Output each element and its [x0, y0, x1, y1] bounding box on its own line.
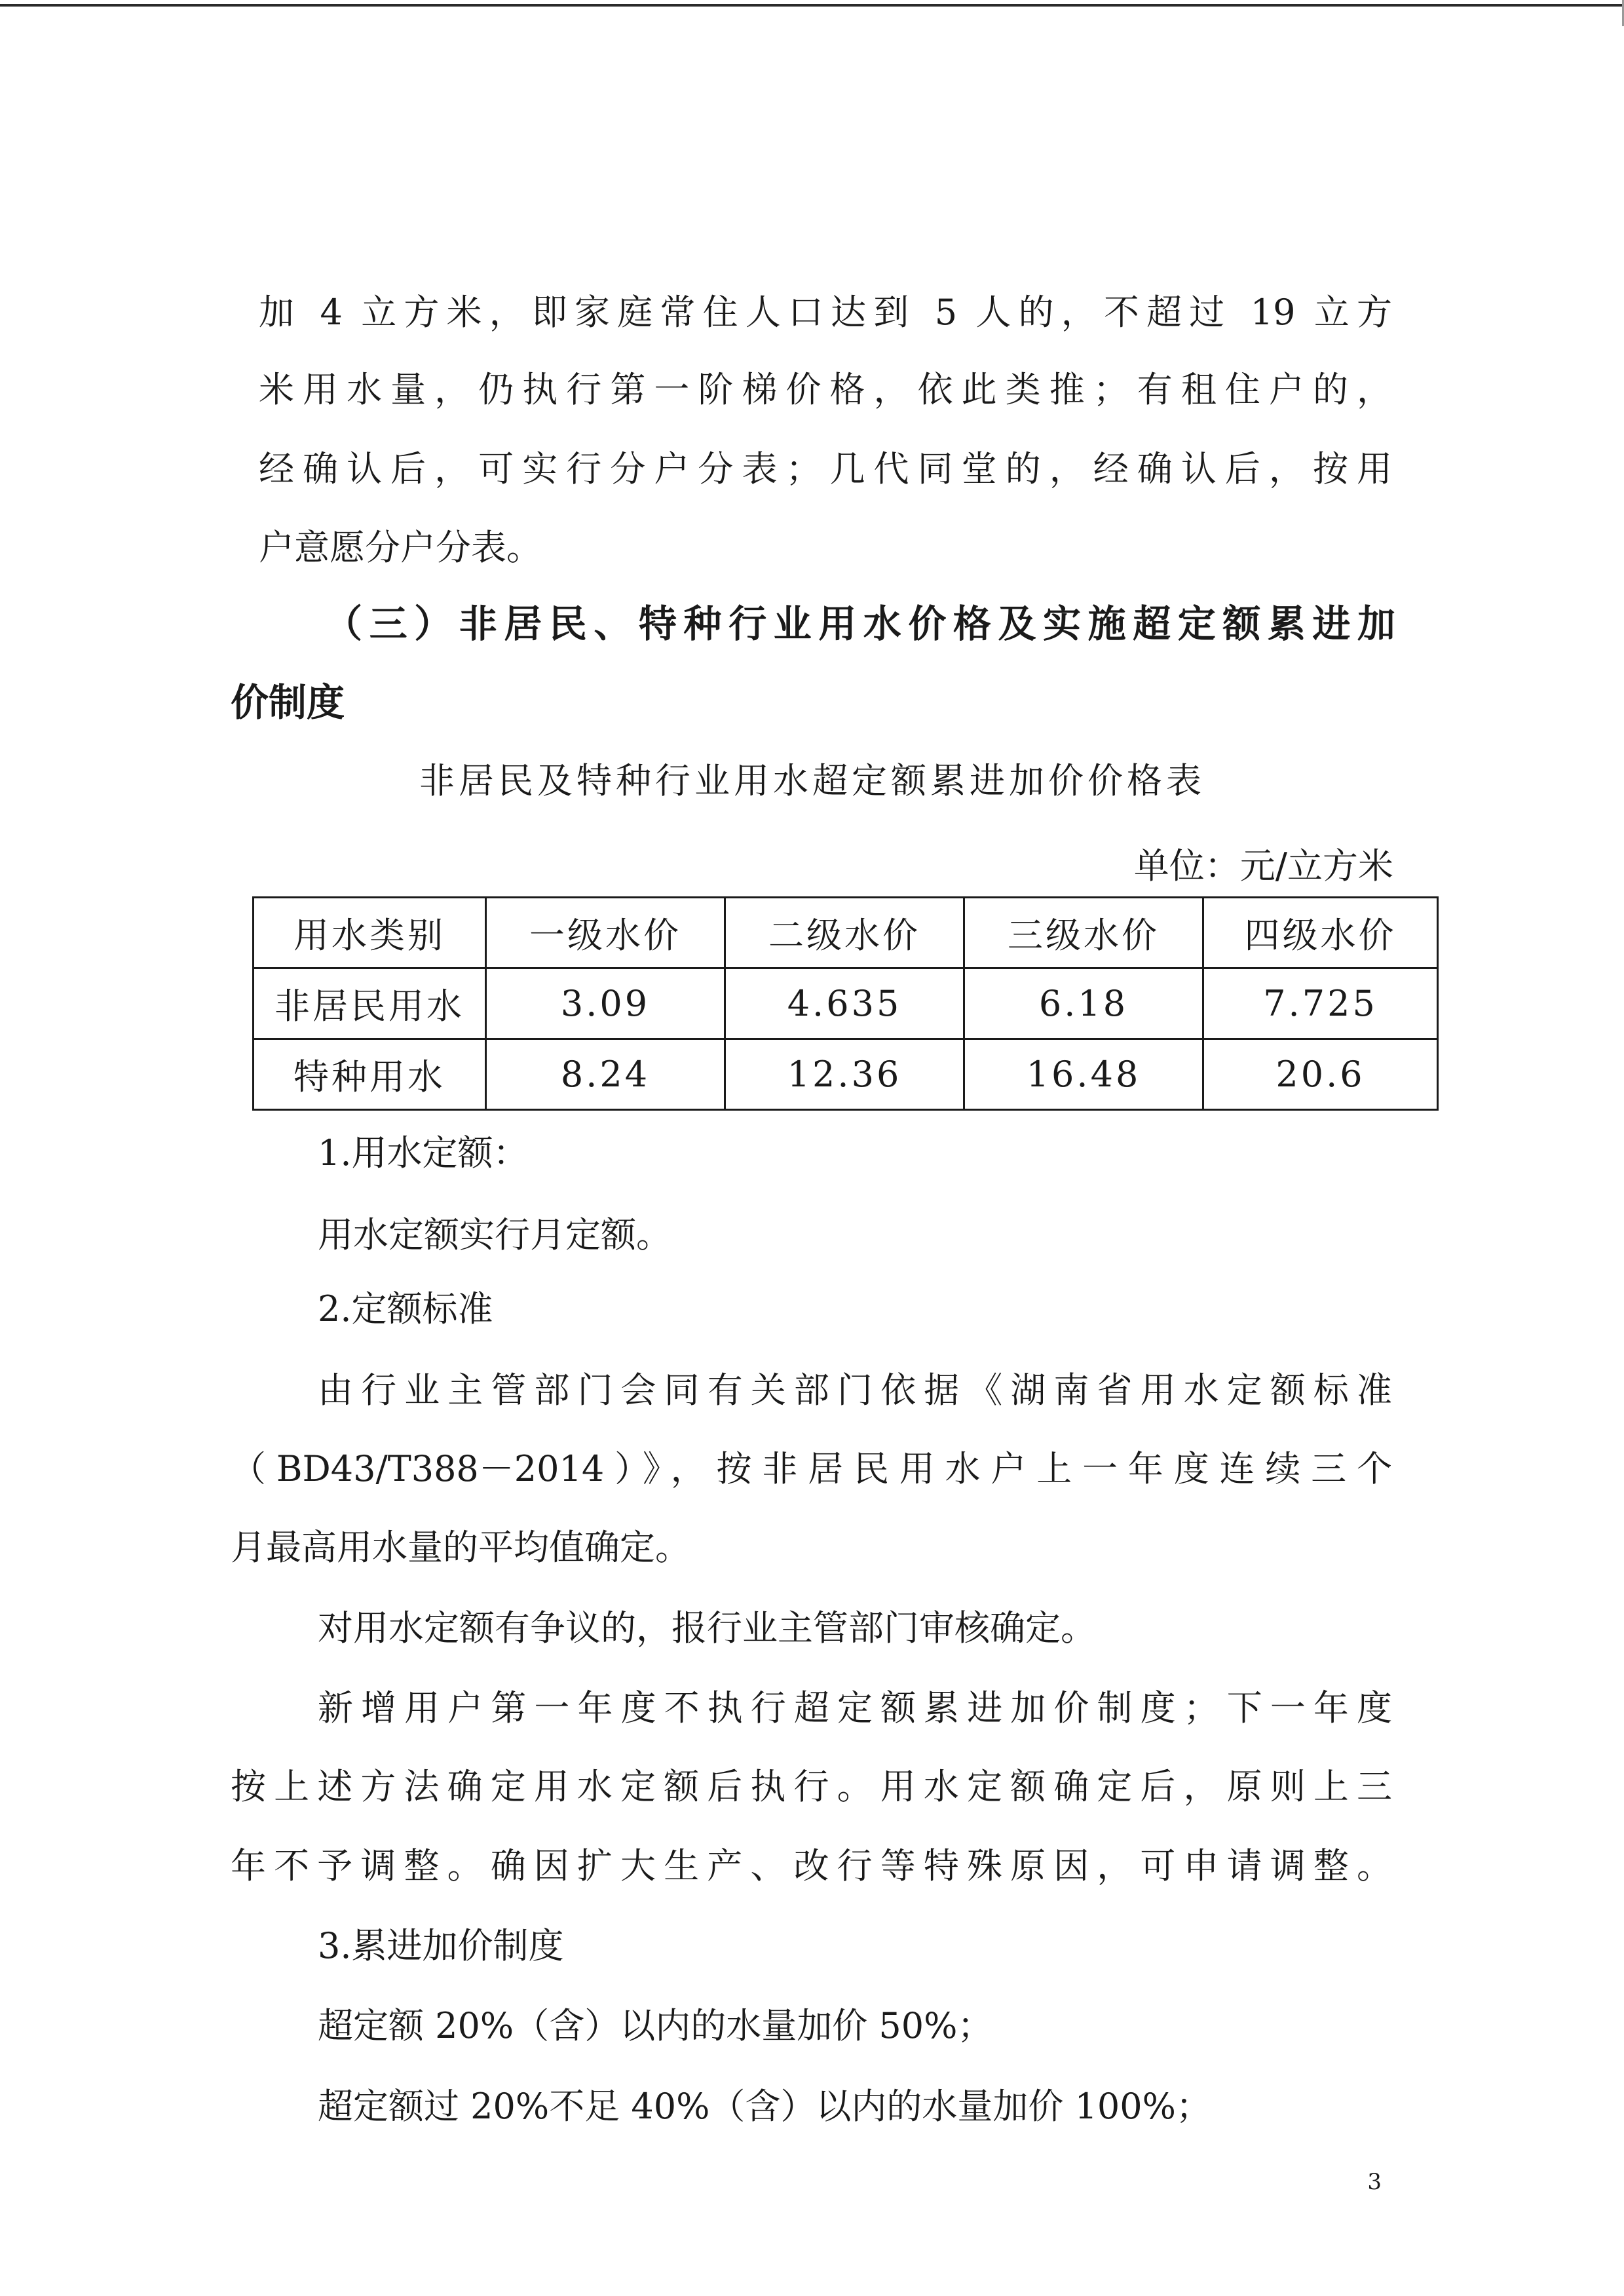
paragraph-line: 由行业主管部门会同有关部门依据《湖南省用水定额标准	[318, 1369, 1392, 1411]
table-header-row	[254, 898, 1438, 968]
paragraph-line: 超定额过 20%不足 40%（含）以内的水量加价 100%；	[318, 2086, 1211, 2127]
item-title: 2.定额标准	[318, 1288, 493, 1330]
paragraph-line: 米用水量，仍执行第一阶梯价格，依此类推；有租住户的，	[259, 369, 1392, 410]
column-header: 用水类别	[254, 898, 486, 968]
paragraph-line: 年不予调整。确因扩大生产、改行等特殊原因，可申请调整。	[231, 1845, 1392, 1886]
paragraph-line: 月最高用水量的平均值确定。	[231, 1527, 690, 1568]
paragraph-line: （BD43/T388－2014）》，按非居民用水户上一年度连续三个	[231, 1448, 1392, 1489]
item-title: 3.累进加价制度	[318, 1925, 564, 1966]
paragraph-line: 加 4 立方米，即家庭常住人口达到 5 人的，不超过 19 立方	[259, 292, 1392, 333]
paragraph-line: 户意愿分户分表。	[259, 527, 542, 568]
paragraph-line: 经确认后，可实行分户分表；几代同堂的，经确认后，按用	[259, 448, 1392, 489]
table-cell: 3.09	[486, 968, 725, 1039]
table-cell: 12.36	[725, 1039, 964, 1110]
table-cell: 7.725	[1203, 968, 1438, 1039]
price-table	[252, 896, 1439, 1111]
item-text: 用水定额实行月定额。	[318, 1214, 671, 1255]
table-unit: 单位：元/立方米	[1133, 845, 1393, 887]
column-header: 四级水价	[1203, 898, 1438, 968]
paragraph-line: 新增用户第一年度不执行超定额累进加价制度；下一年度	[318, 1687, 1392, 1729]
column-header: 二级水价	[725, 898, 964, 968]
row-label: 特种用水	[254, 1039, 486, 1110]
section-heading: （三）非居民、特种行业用水价格及实施超定额累进加	[324, 602, 1395, 646]
paragraph-line: 超定额 20%（含）以内的水量加价 50%；	[318, 2005, 993, 2046]
table-title: 非居民及特种行业用水超定额累进加价价格表	[419, 760, 1205, 801]
paragraph-line: 按上述方法确定用水定额后执行。用水定额确定后，原则上三	[231, 1766, 1392, 1807]
table-cell: 8.24	[486, 1039, 725, 1110]
table-row	[254, 968, 1438, 1039]
section-heading-continued: 价制度	[231, 680, 345, 725]
page-number: 3	[1367, 2169, 1382, 2195]
table-cell: 20.6	[1203, 1039, 1438, 1110]
column-header: 一级水价	[486, 898, 725, 968]
item-title: 1.用水定额：	[318, 1132, 529, 1174]
row-label: 非居民用水	[254, 968, 486, 1039]
table-row	[254, 1039, 1438, 1110]
table-cell: 16.48	[964, 1039, 1203, 1110]
paragraph-line: 对用水定额有争议的，报行业主管部门审核确定。	[318, 1607, 1096, 1649]
table-cell: 4.635	[725, 968, 964, 1039]
scan-top-border	[0, 4, 1624, 7]
table-cell: 6.18	[964, 968, 1203, 1039]
column-header: 三级水价	[964, 898, 1203, 968]
